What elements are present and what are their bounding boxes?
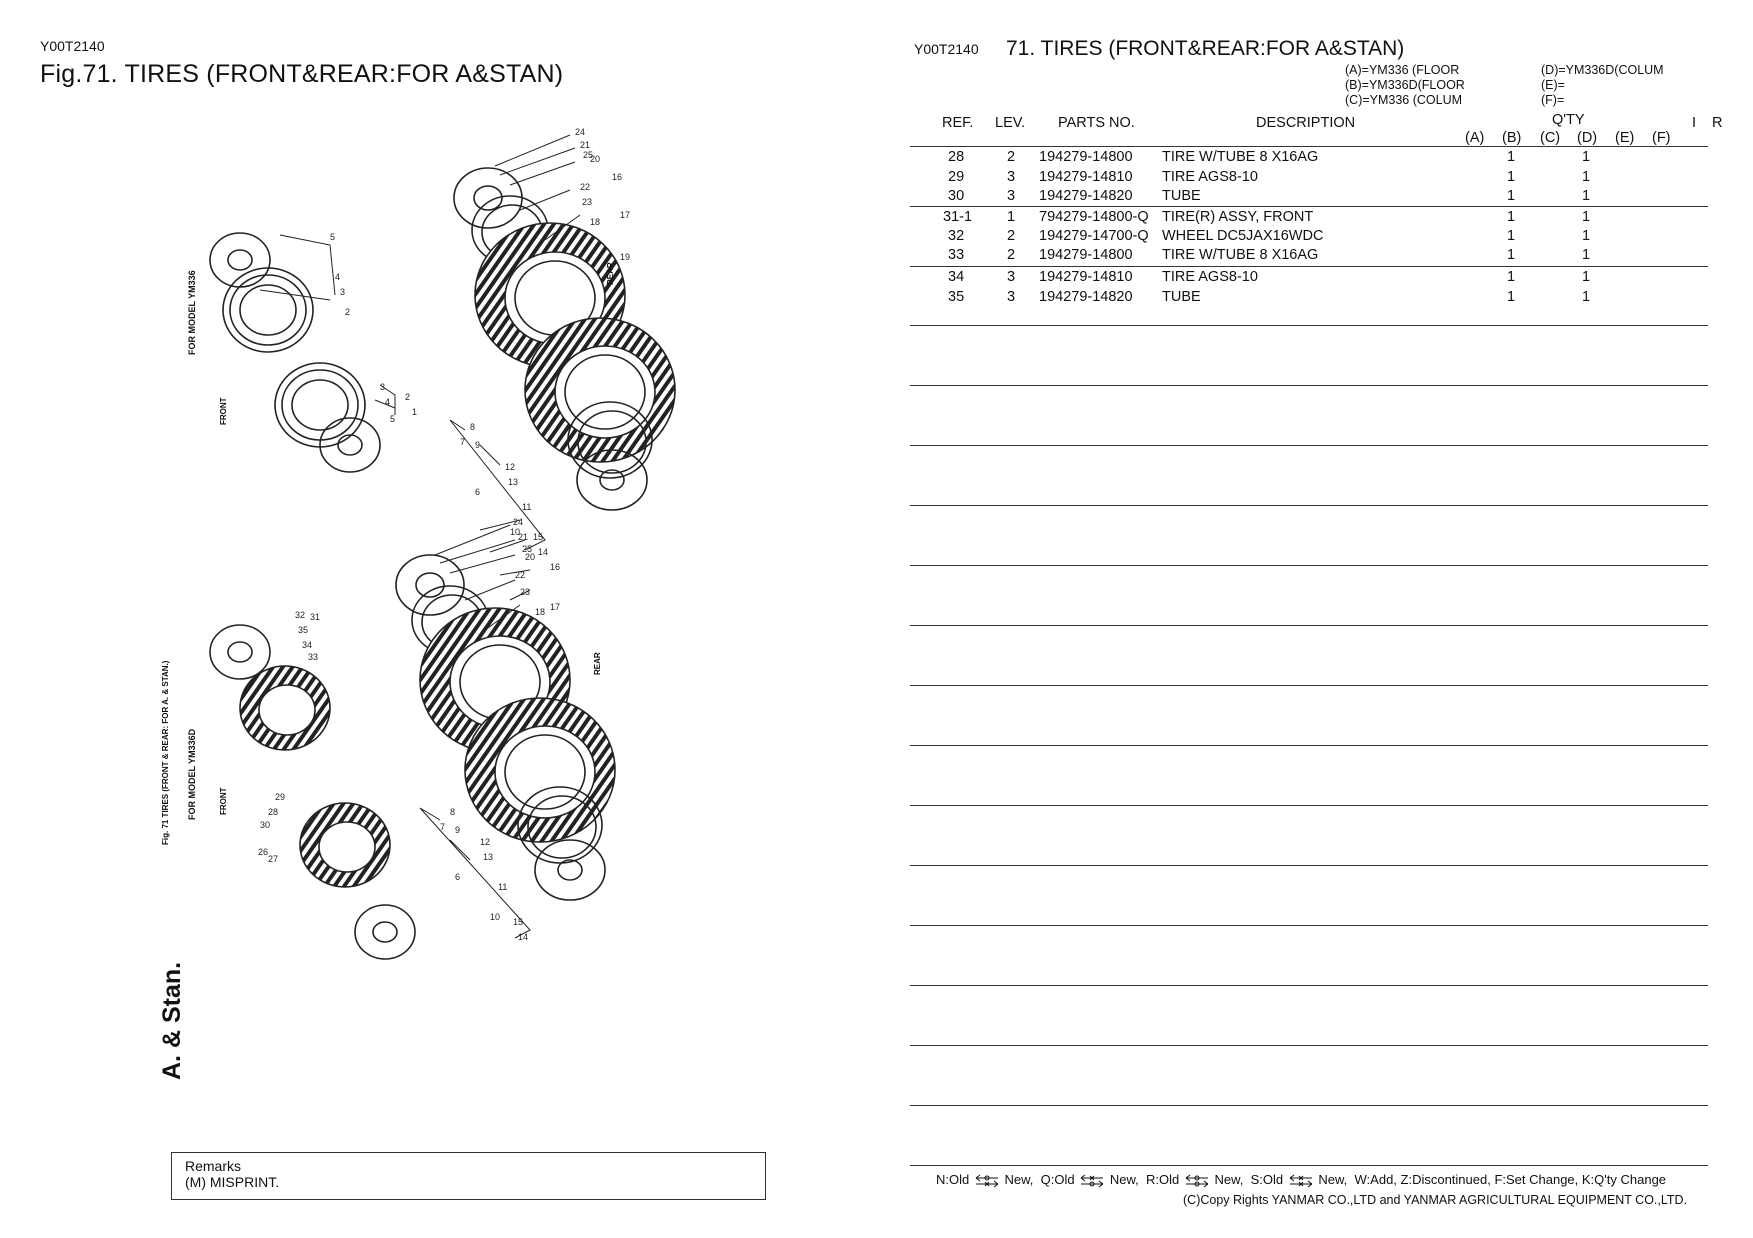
svg-text:28: 28 (268, 807, 279, 817)
svg-text:4: 4 (385, 397, 391, 407)
svg-text:19: 19 (620, 252, 631, 262)
table-rule (910, 685, 1708, 686)
row-desc: WHEEL DC5JAX16WDC (1162, 228, 1324, 244)
table-rule (910, 925, 1708, 926)
svg-text:30: 30 (260, 820, 271, 830)
svg-text:21: 21 (580, 140, 591, 150)
row-ref: 30 (948, 188, 965, 204)
svg-text:29: 29 (275, 792, 286, 802)
row-desc: TUBE (1162, 188, 1201, 204)
svg-text:20: 20 (590, 154, 601, 164)
table-rule (910, 445, 1708, 446)
table-row (0, 169, 1753, 189)
svg-text:10: 10 (510, 527, 521, 537)
figure-caption: Fig. 71 TIRES (FRONT & REAR: FOR A. & STAN.) (161, 660, 170, 845)
change-arrow-icon (1288, 1174, 1314, 1188)
change-arrow-icon (974, 1174, 1000, 1188)
row-qty-d: 1 (1582, 228, 1591, 244)
header-parts-no: PARTS NO. (1058, 115, 1135, 131)
front-label-bottom: FRONT (219, 787, 228, 815)
table-row (0, 188, 1753, 208)
row-qty-d: 1 (1582, 269, 1591, 285)
header-col-f: (F) (1652, 130, 1671, 146)
svg-text:12: 12 (480, 837, 491, 847)
row-desc: TIRE AGS8-10 (1162, 169, 1258, 185)
svg-text:33: 33 (308, 652, 319, 662)
remarks-heading: Remarks (185, 1158, 242, 1174)
row-part: 194279-14820 (1039, 289, 1133, 305)
svg-text:16: 16 (550, 562, 561, 572)
table-rule (910, 805, 1708, 806)
group-rule (910, 266, 1708, 267)
table-rule (910, 325, 1708, 326)
svg-text:7: 7 (440, 822, 446, 832)
svg-text:15: 15 (533, 532, 544, 542)
row-qty-b: 1 (1507, 188, 1516, 204)
row-qty-b: 1 (1507, 289, 1516, 305)
table-row (0, 247, 1753, 267)
table-rule (910, 985, 1708, 986)
row-lev: 3 (1007, 188, 1016, 204)
model-legend-right (1541, 63, 1664, 108)
model-b: (B)=YM336D(FLOOR (1345, 78, 1465, 92)
svg-text:23: 23 (582, 197, 593, 207)
svg-text:7: 7 (460, 437, 466, 447)
model-label-bottom: FOR MODEL YM336D (187, 728, 197, 820)
row-part: 194279-14810 (1039, 269, 1133, 285)
svg-text:18: 18 (535, 607, 546, 617)
header-qty: Q'TY (1552, 112, 1585, 128)
svg-text:20: 20 (525, 552, 536, 562)
header-col-b: (B) (1502, 130, 1522, 146)
table-row (0, 289, 1753, 309)
svg-text:21: 21 (518, 532, 529, 542)
table-rule (910, 1045, 1708, 1046)
header-description: DESCRIPTION (1256, 115, 1356, 131)
header-col-r: R (1712, 115, 1723, 131)
table-row (0, 269, 1753, 289)
svg-text:5: 5 (390, 414, 396, 424)
row-lev: 3 (1007, 169, 1016, 185)
svg-text:18: 18 (590, 217, 601, 227)
table-rule (910, 385, 1708, 386)
change-arrow-icon (1184, 1174, 1210, 1188)
table-rule (910, 625, 1708, 626)
header-ref: REF. (942, 115, 974, 131)
svg-text:6: 6 (455, 872, 461, 882)
svg-text:11: 11 (522, 502, 532, 512)
svg-text:10: 10 (490, 912, 501, 922)
row-ref: 31-1 (943, 209, 973, 225)
svg-text:25: 25 (583, 150, 594, 160)
brand-label: A. & Stan. (158, 961, 186, 1080)
svg-text:23: 23 (520, 587, 531, 597)
svg-text:22: 22 (515, 570, 526, 580)
row-qty-b: 1 (1507, 169, 1516, 185)
row-qty-b: 1 (1507, 247, 1516, 263)
group-rule (910, 206, 1708, 207)
remarks-text: (M) MISPRINT. (185, 1174, 280, 1190)
svg-text:13: 13 (508, 477, 519, 487)
header-rule (910, 146, 1708, 147)
svg-text:15: 15 (513, 917, 524, 927)
row-desc: TUBE (1162, 289, 1201, 305)
table-row (0, 149, 1753, 169)
row-part: 194279-14800 (1039, 149, 1133, 165)
row-ref: 32 (948, 228, 965, 244)
row-desc: TIRE W/TUBE 8 X16AG (1162, 247, 1319, 263)
svg-text:17: 17 (620, 210, 631, 220)
svg-text:5: 5 (330, 232, 336, 242)
row-ref: 33 (948, 247, 965, 263)
row-qty-b: 1 (1507, 149, 1516, 165)
row-part: 194279-14810 (1039, 169, 1133, 185)
svg-text:26: 26 (258, 847, 269, 857)
rear-label-bottom: REAR (593, 652, 602, 675)
svg-text:25: 25 (522, 544, 533, 554)
svg-text:24: 24 (575, 127, 586, 137)
row-desc: TIRE(R) ASSY, FRONT (1162, 209, 1314, 225)
table-rule (910, 565, 1708, 566)
table-rule (910, 505, 1708, 506)
row-lev: 1 (1007, 209, 1016, 225)
rear-label-top: REAR (606, 262, 615, 285)
model-label-top: FOR MODEL YM336 (187, 270, 197, 355)
svg-text:8: 8 (450, 807, 456, 817)
change-arrow-icon (1079, 1174, 1105, 1188)
svg-text:22: 22 (580, 182, 591, 192)
remarks-box (171, 1152, 766, 1200)
row-qty-b: 1 (1507, 228, 1516, 244)
rear-hub-bottom (396, 555, 464, 615)
model-legend-left (1345, 63, 1465, 108)
row-part: 194279-14700-Q (1039, 228, 1149, 244)
model-e: (E)= (1541, 78, 1565, 92)
row-qty-b: 1 (1507, 269, 1516, 285)
svg-text:11: 11 (498, 882, 508, 892)
front-rim-bottom-2 (355, 905, 415, 959)
model-c: (C)=YM336 (COLUM (1345, 93, 1463, 107)
svg-text:9: 9 (475, 440, 481, 450)
row-desc: TIRE AGS8-10 (1162, 269, 1258, 285)
table-rule (910, 745, 1708, 746)
row-qty-b: 1 (1507, 209, 1516, 225)
svg-text:6: 6 (475, 487, 481, 497)
header-col-d: (D) (1577, 130, 1598, 146)
row-part: 794279-14800-Q (1039, 209, 1149, 225)
row-qty-d: 1 (1582, 247, 1591, 263)
svg-text:34: 34 (302, 640, 313, 650)
front-label-top: FRONT (219, 397, 228, 425)
table-rule (910, 865, 1708, 866)
row-ref: 28 (948, 149, 965, 165)
svg-text:16: 16 (612, 172, 623, 182)
svg-text:17: 17 (550, 602, 561, 612)
front-rim-bottom (210, 625, 270, 679)
svg-text:12: 12 (505, 462, 516, 472)
row-lev: 3 (1007, 289, 1016, 305)
right-page-code: Y00T2140 (914, 41, 979, 57)
svg-text:3: 3 (380, 382, 386, 392)
row-qty-d: 1 (1582, 149, 1591, 165)
table-row (0, 209, 1753, 229)
header-col-a: (A) (1465, 130, 1485, 146)
table-rule (910, 1165, 1708, 1166)
svg-text:8: 8 (470, 422, 476, 432)
svg-text:4: 4 (335, 272, 341, 282)
svg-text:14: 14 (518, 932, 529, 942)
row-part: 194279-14820 (1039, 188, 1133, 204)
row-lev: 2 (1007, 149, 1016, 165)
model-f: (F)= (1541, 93, 1565, 107)
header-col-c: (C) (1540, 130, 1561, 146)
row-lev: 2 (1007, 247, 1016, 263)
svg-text:9: 9 (455, 825, 461, 835)
model-a: (A)=YM336 (FLOOR (1345, 63, 1460, 77)
svg-text:27: 27 (268, 854, 279, 864)
svg-text:14: 14 (538, 547, 549, 557)
row-qty-d: 1 (1582, 188, 1591, 204)
header-lev: LEV. (995, 115, 1026, 131)
row-ref: 29 (948, 169, 965, 185)
svg-text:35: 35 (298, 625, 309, 635)
svg-text:24: 24 (513, 517, 524, 527)
rear-disc-bottom (535, 840, 605, 900)
row-qty-d: 1 (1582, 289, 1591, 305)
row-lev: 2 (1007, 228, 1016, 244)
svg-text:13: 13 (483, 852, 494, 862)
row-desc: TIRE W/TUBE 8 X16AG (1162, 149, 1319, 165)
row-part: 194279-14800 (1039, 247, 1133, 263)
svg-text:3: 3 (340, 287, 346, 297)
figure-title: Fig.71. TIRES (FRONT&REAR:FOR A&STAN) (40, 60, 564, 88)
table-rule (910, 1105, 1708, 1106)
table-row (0, 228, 1753, 248)
copyright: (C)Copy Rights YANMAR CO.,LTD and YANMAR AGRICULTURAL EQUIPMENT CO.,LTD. (1183, 1193, 1688, 1207)
right-page-title: 71. TIRES (FRONT&REAR:FOR A&STAN) (1006, 37, 1405, 60)
change-legend: N:Old New, Q:Old New, R:Old New, S:Old New, W:Add, Z:Discontinued, F:Set Change, K:Q'ty Change (936, 1172, 1667, 1187)
svg-text:1: 1 (412, 407, 418, 417)
left-page-code: Y00T2140 (40, 38, 105, 54)
row-lev: 3 (1007, 269, 1016, 285)
header-col-i: I (1692, 115, 1697, 131)
row-qty-d: 1 (1582, 169, 1591, 185)
row-ref: 35 (948, 289, 965, 305)
row-qty-d: 1 (1582, 209, 1591, 225)
svg-text:31: 31 (310, 612, 321, 622)
row-ref: 34 (948, 269, 965, 285)
svg-text:2: 2 (405, 392, 411, 402)
svg-text:2: 2 (345, 307, 351, 317)
model-d: (D)=YM336D(COLUM (1541, 63, 1664, 77)
svg-text:32: 32 (295, 610, 306, 620)
header-col-e: (E) (1615, 130, 1635, 146)
